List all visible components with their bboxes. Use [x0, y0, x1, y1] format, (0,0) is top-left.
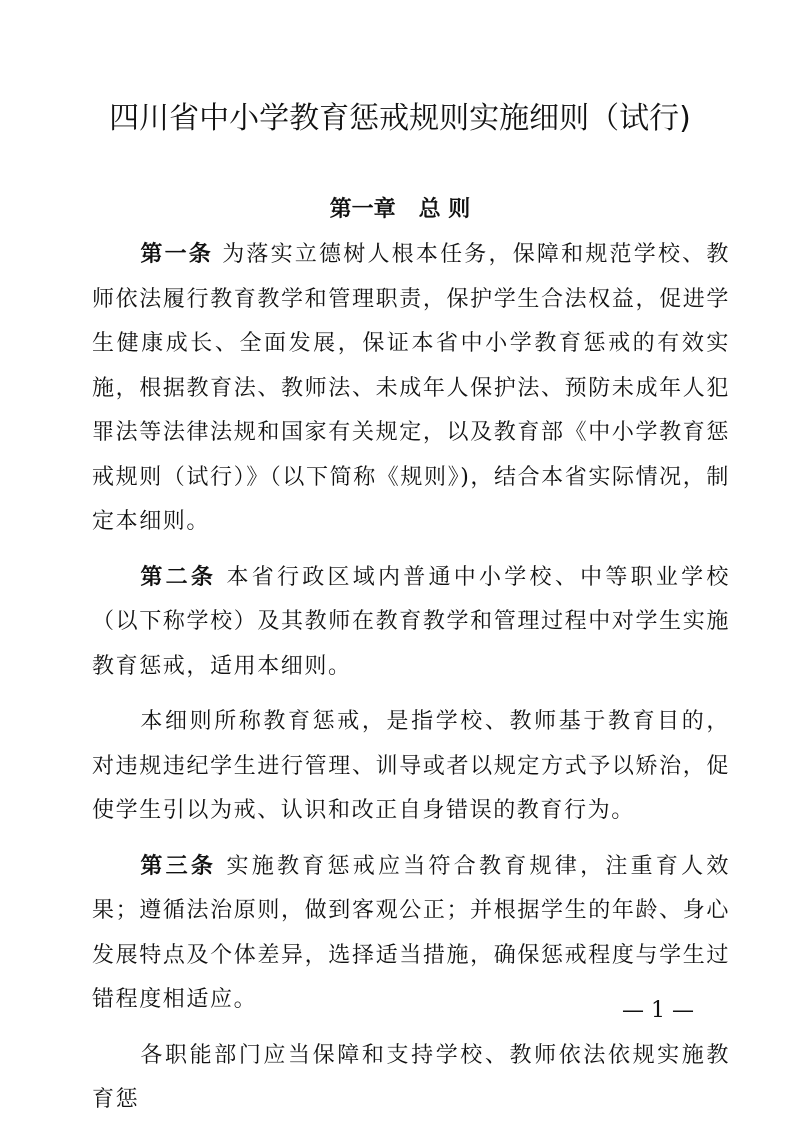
document-body [92, 233, 730, 1123]
paragraph-text: 为落实立德树人根本任务，保障和规范学校、教师依法履行教育教学和管理职责，保护学生合法权益，促进学生健康成长、全面发展，保证本省中小学教育惩戒的有效实施，根据教育法、教师法、未成年人保护法、预防未成年人犯罪法等法律法规和国家有关规定，以及教育部《中小学教育惩戒规则（试行）》（以下简称《规则》)，结合本省实际情况，制定本细则。 [92, 242, 730, 534]
paragraph-text: 本细则所称教育惩戒，是指学校、教师基于教育目的，对违规违纪学生进行管理、训导或者以规定方式予以矫治，促使学生引以为戒、认识和改正自身错误的教育行为。 [92, 709, 730, 823]
page-number: — 1 — [622, 998, 694, 1023]
article-label: 第三条 [140, 853, 217, 879]
article-label: 第一条 [140, 242, 214, 267]
paragraph-departments [92, 1034, 730, 1123]
paragraph-text: 实施教育惩戒应当符合教育规律，注重育人效果；遵循法治原则，做到客观公正；并根据学生的年龄、身心发展特点及个体差异，选择适当措施，确保惩戒程度与学生过错程度相适应。 [92, 853, 730, 1012]
document-title: 四川省中小学教育惩戒规则实施细则（试行) [109, 101, 691, 136]
paragraph-definition [92, 700, 730, 834]
paragraph-text: 各职能部门应当保障和支持学校、教师依法依规实施教育惩 [92, 1042, 730, 1112]
paragraph-text: 本省行政区域内普通中小学校、中等职业学校（以下称学校）及其教师在教育教学和管理过程中对学生实施教育惩戒，适用本细则。 [92, 564, 730, 679]
paragraph-article-2 [92, 556, 730, 690]
article-label: 第二条 [140, 564, 217, 590]
paragraph-article-1 [92, 233, 730, 545]
chapter-heading: 第一章 总 则 [329, 197, 471, 222]
